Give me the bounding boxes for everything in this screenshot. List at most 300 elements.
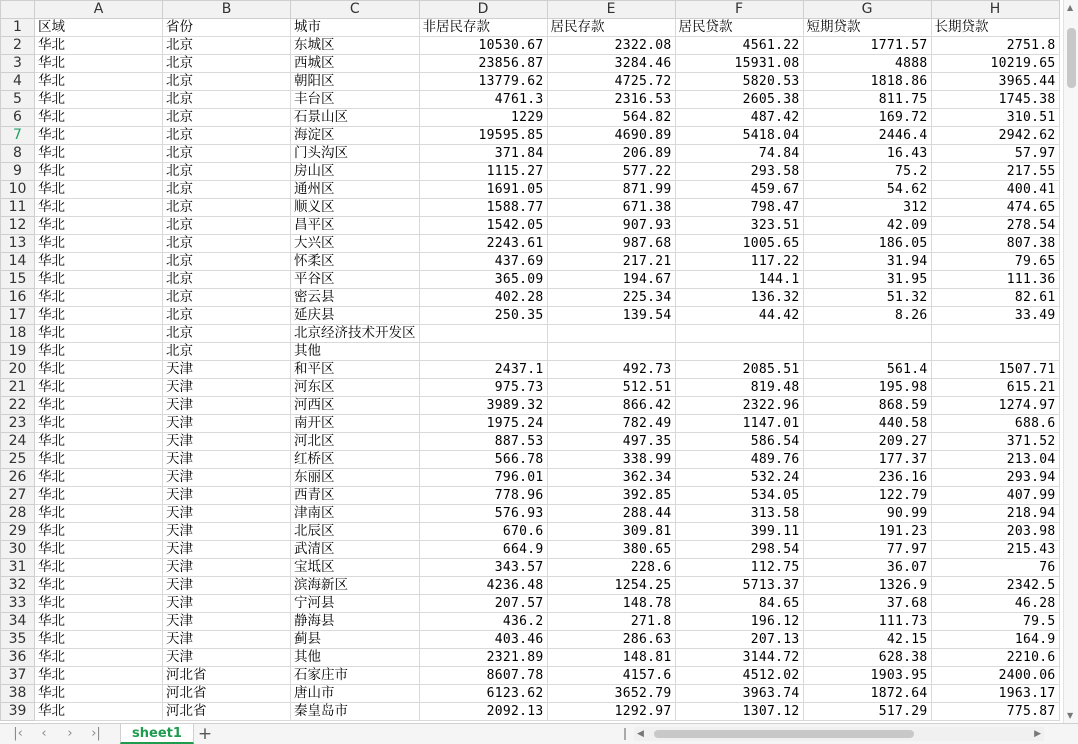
table-cell[interactable]: 8607.78 xyxy=(419,667,547,685)
column-header-d[interactable]: D xyxy=(419,1,547,19)
column-header-b[interactable]: B xyxy=(163,1,291,19)
table-cell[interactable]: 338.99 xyxy=(547,451,675,469)
row-number[interactable]: 11 xyxy=(1,199,35,217)
table-cell[interactable]: 华北 xyxy=(35,217,163,235)
table-cell[interactable]: 474.65 xyxy=(931,199,1059,217)
table-cell[interactable] xyxy=(803,343,931,361)
sheet-tab-sheet1[interactable]: sheet1 xyxy=(120,724,194,744)
table-cell[interactable]: 576.93 xyxy=(419,505,547,523)
table-cell[interactable]: 天津 xyxy=(163,541,291,559)
table-cell[interactable]: 蓟县 xyxy=(291,631,420,649)
table-cell[interactable]: 1745.38 xyxy=(931,91,1059,109)
table-cell[interactable]: 华北 xyxy=(35,685,163,703)
table-cell[interactable]: 华北 xyxy=(35,343,163,361)
table-cell[interactable]: 186.05 xyxy=(803,235,931,253)
table-cell[interactable]: 207.13 xyxy=(675,631,803,649)
table-cell[interactable]: 2446.4 xyxy=(803,127,931,145)
header-cell[interactable]: 区域 xyxy=(35,19,163,37)
table-cell[interactable]: 286.63 xyxy=(547,631,675,649)
table-cell[interactable]: 271.8 xyxy=(547,613,675,631)
table-cell[interactable]: 371.52 xyxy=(931,433,1059,451)
table-cell[interactable]: 华北 xyxy=(35,397,163,415)
table-cell[interactable]: 河北省 xyxy=(163,703,291,721)
table-cell[interactable]: 23856.87 xyxy=(419,55,547,73)
table-cell[interactable]: 196.12 xyxy=(675,613,803,631)
table-cell[interactable]: 其他 xyxy=(291,343,420,361)
table-cell[interactable]: 石家庄市 xyxy=(291,667,420,685)
table-cell[interactable]: 380.65 xyxy=(547,541,675,559)
scroll-down-icon[interactable]: ▼ xyxy=(1067,711,1074,720)
row-number[interactable]: 8 xyxy=(1,145,35,163)
table-cell[interactable] xyxy=(931,325,1059,343)
table-cell[interactable]: 昌平区 xyxy=(291,217,420,235)
table-cell[interactable]: 194.67 xyxy=(547,271,675,289)
table-cell[interactable]: 782.49 xyxy=(547,415,675,433)
table-cell[interactable]: 51.32 xyxy=(803,289,931,307)
row-number[interactable]: 20 xyxy=(1,361,35,379)
column-header-e[interactable]: E xyxy=(547,1,675,19)
table-cell[interactable]: 3144.72 xyxy=(675,649,803,667)
table-cell[interactable]: 250.35 xyxy=(419,307,547,325)
table-cell[interactable]: 华北 xyxy=(35,415,163,433)
table-cell[interactable]: 天津 xyxy=(163,415,291,433)
table-cell[interactable]: 807.38 xyxy=(931,235,1059,253)
table-cell[interactable]: 75.2 xyxy=(803,163,931,181)
table-cell[interactable]: 华北 xyxy=(35,667,163,685)
table-cell[interactable]: 2322.08 xyxy=(547,37,675,55)
table-cell[interactable]: 819.48 xyxy=(675,379,803,397)
table-cell[interactable]: 293.94 xyxy=(931,469,1059,487)
table-cell[interactable]: 371.84 xyxy=(419,145,547,163)
table-cell[interactable]: 440.58 xyxy=(803,415,931,433)
table-cell[interactable]: 670.6 xyxy=(419,523,547,541)
table-cell[interactable]: 北京 xyxy=(163,253,291,271)
table-cell[interactable]: 1691.05 xyxy=(419,181,547,199)
table-cell[interactable]: 2085.51 xyxy=(675,361,803,379)
table-cell[interactable]: 33.49 xyxy=(931,307,1059,325)
table-cell[interactable]: 华北 xyxy=(35,253,163,271)
table-cell[interactable]: 华北 xyxy=(35,37,163,55)
table-cell[interactable]: 西城区 xyxy=(291,55,420,73)
table-cell[interactable]: 19595.85 xyxy=(419,127,547,145)
table-cell[interactable]: 东丽区 xyxy=(291,469,420,487)
table-cell[interactable]: 278.54 xyxy=(931,217,1059,235)
table-cell[interactable]: 华北 xyxy=(35,307,163,325)
table-cell[interactable]: 82.61 xyxy=(931,289,1059,307)
table-cell[interactable]: 北京 xyxy=(163,199,291,217)
table-cell[interactable]: 华北 xyxy=(35,523,163,541)
table-cell[interactable] xyxy=(419,343,547,361)
table-cell[interactable]: 191.23 xyxy=(803,523,931,541)
table-cell[interactable]: 1872.64 xyxy=(803,685,931,703)
table-cell[interactable]: 北京 xyxy=(163,235,291,253)
horizontal-scroll-thumb[interactable] xyxy=(654,730,914,738)
table-cell[interactable]: 31.94 xyxy=(803,253,931,271)
next-sheet-icon[interactable]: › xyxy=(67,726,73,741)
table-cell[interactable]: 门头沟区 xyxy=(291,145,420,163)
table-cell[interactable]: 朝阳区 xyxy=(291,73,420,91)
table-cell[interactable]: 313.58 xyxy=(675,505,803,523)
table-cell[interactable]: 615.21 xyxy=(931,379,1059,397)
table-cell[interactable]: 436.2 xyxy=(419,613,547,631)
table-cell[interactable]: 293.58 xyxy=(675,163,803,181)
table-cell[interactable]: 河北省 xyxy=(163,667,291,685)
table-cell[interactable]: 148.81 xyxy=(547,649,675,667)
table-cell[interactable]: 111.36 xyxy=(931,271,1059,289)
row-number[interactable]: 4 xyxy=(1,73,35,91)
table-cell[interactable]: 华北 xyxy=(35,505,163,523)
row-number[interactable]: 17 xyxy=(1,307,35,325)
table-cell[interactable]: 河北区 xyxy=(291,433,420,451)
table-cell[interactable]: 华北 xyxy=(35,379,163,397)
header-cell[interactable]: 城市 xyxy=(291,19,420,37)
column-header-g[interactable]: G xyxy=(803,1,931,19)
table-cell[interactable]: 1307.12 xyxy=(675,703,803,721)
table-cell[interactable]: 华北 xyxy=(35,703,163,721)
table-cell[interactable]: 2751.8 xyxy=(931,37,1059,55)
table-cell[interactable]: 北京 xyxy=(163,37,291,55)
row-number[interactable]: 29 xyxy=(1,523,35,541)
table-cell[interactable]: 天津 xyxy=(163,577,291,595)
row-number[interactable]: 13 xyxy=(1,235,35,253)
table-cell[interactable]: 534.05 xyxy=(675,487,803,505)
table-cell[interactable]: 房山区 xyxy=(291,163,420,181)
table-cell[interactable]: 北京 xyxy=(163,271,291,289)
table-cell[interactable]: 河北省 xyxy=(163,685,291,703)
table-cell[interactable]: 492.73 xyxy=(547,361,675,379)
table-cell[interactable]: 3989.32 xyxy=(419,397,547,415)
table-cell[interactable]: 华北 xyxy=(35,55,163,73)
scroll-right-icon[interactable]: ▶ xyxy=(1034,729,1041,739)
table-cell[interactable]: 和平区 xyxy=(291,361,420,379)
table-cell[interactable]: 36.07 xyxy=(803,559,931,577)
table-cell[interactable]: 1292.97 xyxy=(547,703,675,721)
table-cell[interactable]: 497.35 xyxy=(547,433,675,451)
table-cell[interactable]: 华北 xyxy=(35,181,163,199)
table-cell[interactable]: 津南区 xyxy=(291,505,420,523)
table-cell[interactable]: 3965.44 xyxy=(931,73,1059,91)
table-cell[interactable]: 437.69 xyxy=(419,253,547,271)
column-header-a[interactable]: A xyxy=(35,1,163,19)
table-cell[interactable]: 112.75 xyxy=(675,559,803,577)
table-cell[interactable]: 北京 xyxy=(163,217,291,235)
table-cell[interactable] xyxy=(803,325,931,343)
table-cell[interactable]: 111.73 xyxy=(803,613,931,631)
table-cell[interactable]: 4725.72 xyxy=(547,73,675,91)
table-cell[interactable]: 46.28 xyxy=(931,595,1059,613)
table-cell[interactable]: 796.01 xyxy=(419,469,547,487)
table-cell[interactable]: 775.87 xyxy=(931,703,1059,721)
table-cell[interactable]: 怀柔区 xyxy=(291,253,420,271)
row-number[interactable]: 39 xyxy=(1,703,35,721)
table-cell[interactable]: 4236.48 xyxy=(419,577,547,595)
header-cell[interactable]: 非居民存款 xyxy=(419,19,547,37)
table-cell[interactable]: 2210.6 xyxy=(931,649,1059,667)
add-sheet-icon[interactable]: + xyxy=(197,724,213,744)
table-cell[interactable]: 577.22 xyxy=(547,163,675,181)
table-cell[interactable]: 北京 xyxy=(163,289,291,307)
table-cell[interactable]: 10530.67 xyxy=(419,37,547,55)
table-cell[interactable]: 671.38 xyxy=(547,199,675,217)
row-number[interactable]: 26 xyxy=(1,469,35,487)
header-cell[interactable]: 省份 xyxy=(163,19,291,37)
table-cell[interactable]: 华北 xyxy=(35,433,163,451)
row-number[interactable]: 1 xyxy=(1,19,35,37)
table-cell[interactable]: 天津 xyxy=(163,649,291,667)
table-cell[interactable]: 288.44 xyxy=(547,505,675,523)
table-cell[interactable]: 秦皇岛市 xyxy=(291,703,420,721)
table-cell[interactable]: 84.65 xyxy=(675,595,803,613)
table-cell[interactable]: 天津 xyxy=(163,361,291,379)
table-cell[interactable]: 79.5 xyxy=(931,613,1059,631)
table-cell[interactable]: 54.62 xyxy=(803,181,931,199)
scroll-up-icon[interactable]: ▲ xyxy=(1067,3,1074,12)
table-cell[interactable]: 武清区 xyxy=(291,541,420,559)
table-cell[interactable]: 平谷区 xyxy=(291,271,420,289)
table-cell[interactable]: 北京经济技术开发区 xyxy=(291,325,420,343)
table-cell[interactable]: 东城区 xyxy=(291,37,420,55)
table-cell[interactable] xyxy=(547,343,675,361)
table-cell[interactable]: 1005.65 xyxy=(675,235,803,253)
table-cell[interactable]: 139.54 xyxy=(547,307,675,325)
row-number[interactable]: 14 xyxy=(1,253,35,271)
table-cell[interactable]: 144.1 xyxy=(675,271,803,289)
table-cell[interactable]: 323.51 xyxy=(675,217,803,235)
table-cell[interactable]: 561.4 xyxy=(803,361,931,379)
table-cell[interactable]: 169.72 xyxy=(803,109,931,127)
table-cell[interactable]: 164.9 xyxy=(931,631,1059,649)
table-cell[interactable]: 16.43 xyxy=(803,145,931,163)
table-cell[interactable]: 2942.62 xyxy=(931,127,1059,145)
table-cell[interactable]: 华北 xyxy=(35,469,163,487)
table-cell[interactable]: 宁河县 xyxy=(291,595,420,613)
table-cell[interactable]: 987.68 xyxy=(547,235,675,253)
scroll-left-icon[interactable]: ◀ xyxy=(637,729,644,739)
table-cell[interactable]: 628.38 xyxy=(803,649,931,667)
table-cell[interactable] xyxy=(419,325,547,343)
table-cell[interactable]: 华北 xyxy=(35,271,163,289)
row-number[interactable]: 27 xyxy=(1,487,35,505)
table-cell[interactable]: 天津 xyxy=(163,595,291,613)
table-cell[interactable]: 664.9 xyxy=(419,541,547,559)
table-cell[interactable]: 华北 xyxy=(35,577,163,595)
table-cell[interactable]: 225.34 xyxy=(547,289,675,307)
table-cell[interactable]: 天津 xyxy=(163,631,291,649)
table-cell[interactable]: 4157.6 xyxy=(547,667,675,685)
row-number[interactable]: 12 xyxy=(1,217,35,235)
row-number[interactable]: 2 xyxy=(1,37,35,55)
table-cell[interactable]: 北京 xyxy=(163,307,291,325)
table-cell[interactable]: 217.55 xyxy=(931,163,1059,181)
table-cell[interactable]: 宝坻区 xyxy=(291,559,420,577)
table-cell[interactable]: 117.22 xyxy=(675,253,803,271)
table-cell[interactable]: 北京 xyxy=(163,109,291,127)
table-cell[interactable]: 石景山区 xyxy=(291,109,420,127)
table-cell[interactable]: 密云县 xyxy=(291,289,420,307)
row-number[interactable]: 6 xyxy=(1,109,35,127)
table-cell[interactable]: 天津 xyxy=(163,559,291,577)
horizontal-scrollbar[interactable] xyxy=(634,727,1044,741)
row-number[interactable]: 22 xyxy=(1,397,35,415)
table-cell[interactable]: 天津 xyxy=(163,469,291,487)
table-cell[interactable]: 华北 xyxy=(35,91,163,109)
table-cell[interactable]: 北京 xyxy=(163,163,291,181)
table-cell[interactable]: 1254.25 xyxy=(547,577,675,595)
table-cell[interactable] xyxy=(547,325,675,343)
column-header-f[interactable]: F xyxy=(675,1,803,19)
table-cell[interactable]: 静海县 xyxy=(291,613,420,631)
table-cell[interactable]: 312 xyxy=(803,199,931,217)
row-number[interactable]: 19 xyxy=(1,343,35,361)
column-header-c[interactable]: C xyxy=(291,1,420,19)
table-cell[interactable]: 213.04 xyxy=(931,451,1059,469)
table-cell[interactable] xyxy=(675,343,803,361)
tab-split-handle[interactable] xyxy=(624,728,626,740)
table-cell[interactable]: 华北 xyxy=(35,73,163,91)
table-cell[interactable]: 399.11 xyxy=(675,523,803,541)
table-cell[interactable]: 北京 xyxy=(163,145,291,163)
table-cell[interactable]: 红桥区 xyxy=(291,451,420,469)
table-cell[interactable]: 37.68 xyxy=(803,595,931,613)
row-number[interactable]: 30 xyxy=(1,541,35,559)
table-cell[interactable]: 798.47 xyxy=(675,199,803,217)
table-cell[interactable]: 343.57 xyxy=(419,559,547,577)
row-number[interactable]: 36 xyxy=(1,649,35,667)
table-cell[interactable]: 天津 xyxy=(163,613,291,631)
table-cell[interactable]: 90.99 xyxy=(803,505,931,523)
table-cell[interactable]: 1507.71 xyxy=(931,361,1059,379)
table-cell[interactable]: 天津 xyxy=(163,451,291,469)
vertical-scroll-thumb[interactable] xyxy=(1067,28,1076,88)
row-number[interactable]: 25 xyxy=(1,451,35,469)
table-cell[interactable]: 西青区 xyxy=(291,487,420,505)
table-cell[interactable]: 华北 xyxy=(35,163,163,181)
table-cell[interactable]: 564.82 xyxy=(547,109,675,127)
row-number[interactable]: 31 xyxy=(1,559,35,577)
table-cell[interactable]: 天津 xyxy=(163,523,291,541)
table-cell[interactable]: 77.97 xyxy=(803,541,931,559)
table-cell[interactable]: 15931.08 xyxy=(675,55,803,73)
table-cell[interactable]: 滨海新区 xyxy=(291,577,420,595)
table-cell[interactable]: 76 xyxy=(931,559,1059,577)
table-cell[interactable]: 1588.77 xyxy=(419,199,547,217)
row-number[interactable]: 38 xyxy=(1,685,35,703)
table-cell[interactable]: 华北 xyxy=(35,487,163,505)
table-cell[interactable]: 871.99 xyxy=(547,181,675,199)
table-cell[interactable]: 4512.02 xyxy=(675,667,803,685)
table-cell[interactable]: 1274.97 xyxy=(931,397,1059,415)
row-number[interactable]: 5 xyxy=(1,91,35,109)
row-number[interactable]: 35 xyxy=(1,631,35,649)
table-cell[interactable]: 309.81 xyxy=(547,523,675,541)
table-cell[interactable]: 459.67 xyxy=(675,181,803,199)
table-cell[interactable]: 8.26 xyxy=(803,307,931,325)
table-cell[interactable]: 华北 xyxy=(35,325,163,343)
table-cell[interactable]: 5418.04 xyxy=(675,127,803,145)
table-cell[interactable]: 2400.06 xyxy=(931,667,1059,685)
table-cell[interactable]: 天津 xyxy=(163,487,291,505)
table-cell[interactable]: 1147.01 xyxy=(675,415,803,433)
table-cell[interactable]: 4690.89 xyxy=(547,127,675,145)
table-cell[interactable]: 489.76 xyxy=(675,451,803,469)
table-cell[interactable]: 6123.62 xyxy=(419,685,547,703)
row-number[interactable]: 21 xyxy=(1,379,35,397)
table-cell[interactable]: 42.15 xyxy=(803,631,931,649)
table-cell[interactable]: 209.27 xyxy=(803,433,931,451)
row-number[interactable]: 33 xyxy=(1,595,35,613)
table-cell[interactable]: 215.43 xyxy=(931,541,1059,559)
table-cell[interactable]: 2342.5 xyxy=(931,577,1059,595)
table-cell[interactable]: 顺义区 xyxy=(291,199,420,217)
table-cell[interactable]: 532.24 xyxy=(675,469,803,487)
table-cell[interactable]: 华北 xyxy=(35,235,163,253)
table-cell[interactable]: 1542.05 xyxy=(419,217,547,235)
table-cell[interactable]: 华北 xyxy=(35,559,163,577)
table-cell[interactable]: 362.34 xyxy=(547,469,675,487)
header-cell[interactable]: 短期贷款 xyxy=(803,19,931,37)
row-number[interactable]: 23 xyxy=(1,415,35,433)
table-cell[interactable]: 586.54 xyxy=(675,433,803,451)
table-cell[interactable]: 北京 xyxy=(163,325,291,343)
table-cell[interactable]: 195.98 xyxy=(803,379,931,397)
table-cell[interactable]: 122.79 xyxy=(803,487,931,505)
table-cell[interactable]: 407.99 xyxy=(931,487,1059,505)
table-cell[interactable]: 1903.95 xyxy=(803,667,931,685)
table-cell[interactable]: 4888 xyxy=(803,55,931,73)
table-cell[interactable]: 2605.38 xyxy=(675,91,803,109)
table-cell[interactable]: 2321.89 xyxy=(419,649,547,667)
table-cell[interactable]: 华北 xyxy=(35,145,163,163)
table-cell[interactable]: 392.85 xyxy=(547,487,675,505)
table-cell[interactable]: 512.51 xyxy=(547,379,675,397)
table-cell[interactable]: 206.89 xyxy=(547,145,675,163)
table-cell[interactable]: 南开区 xyxy=(291,415,420,433)
table-cell[interactable]: 79.65 xyxy=(931,253,1059,271)
table-cell[interactable] xyxy=(675,325,803,343)
table-cell[interactable]: 228.6 xyxy=(547,559,675,577)
table-cell[interactable]: 天津 xyxy=(163,397,291,415)
table-cell[interactable]: 华北 xyxy=(35,199,163,217)
table-cell[interactable]: 北京 xyxy=(163,343,291,361)
table-cell[interactable]: 1963.17 xyxy=(931,685,1059,703)
header-cell[interactable]: 居民存款 xyxy=(547,19,675,37)
row-number[interactable]: 32 xyxy=(1,577,35,595)
table-cell[interactable]: 华北 xyxy=(35,451,163,469)
table-cell[interactable]: 402.28 xyxy=(419,289,547,307)
table-cell[interactable]: 海淀区 xyxy=(291,127,420,145)
table-cell[interactable]: 811.75 xyxy=(803,91,931,109)
header-cell[interactable]: 长期贷款 xyxy=(931,19,1059,37)
row-number[interactable]: 7 xyxy=(1,127,35,145)
table-cell[interactable]: 487.42 xyxy=(675,109,803,127)
table-cell[interactable]: 136.32 xyxy=(675,289,803,307)
table-cell[interactable]: 517.29 xyxy=(803,703,931,721)
table-cell[interactable]: 403.46 xyxy=(419,631,547,649)
first-sheet-icon[interactable]: |‹ xyxy=(13,726,23,741)
table-cell[interactable]: 天津 xyxy=(163,379,291,397)
row-number[interactable]: 10 xyxy=(1,181,35,199)
column-header-h[interactable]: H xyxy=(931,1,1059,19)
table-cell[interactable]: 975.73 xyxy=(419,379,547,397)
table-cell[interactable]: 华北 xyxy=(35,289,163,307)
table-cell[interactable]: 华北 xyxy=(35,649,163,667)
row-number[interactable]: 18 xyxy=(1,325,35,343)
table-cell[interactable]: 44.42 xyxy=(675,307,803,325)
table-cell[interactable]: 217.21 xyxy=(547,253,675,271)
table-cell[interactable]: 华北 xyxy=(35,613,163,631)
vertical-scrollbar[interactable] xyxy=(1063,0,1078,723)
row-number[interactable]: 34 xyxy=(1,613,35,631)
